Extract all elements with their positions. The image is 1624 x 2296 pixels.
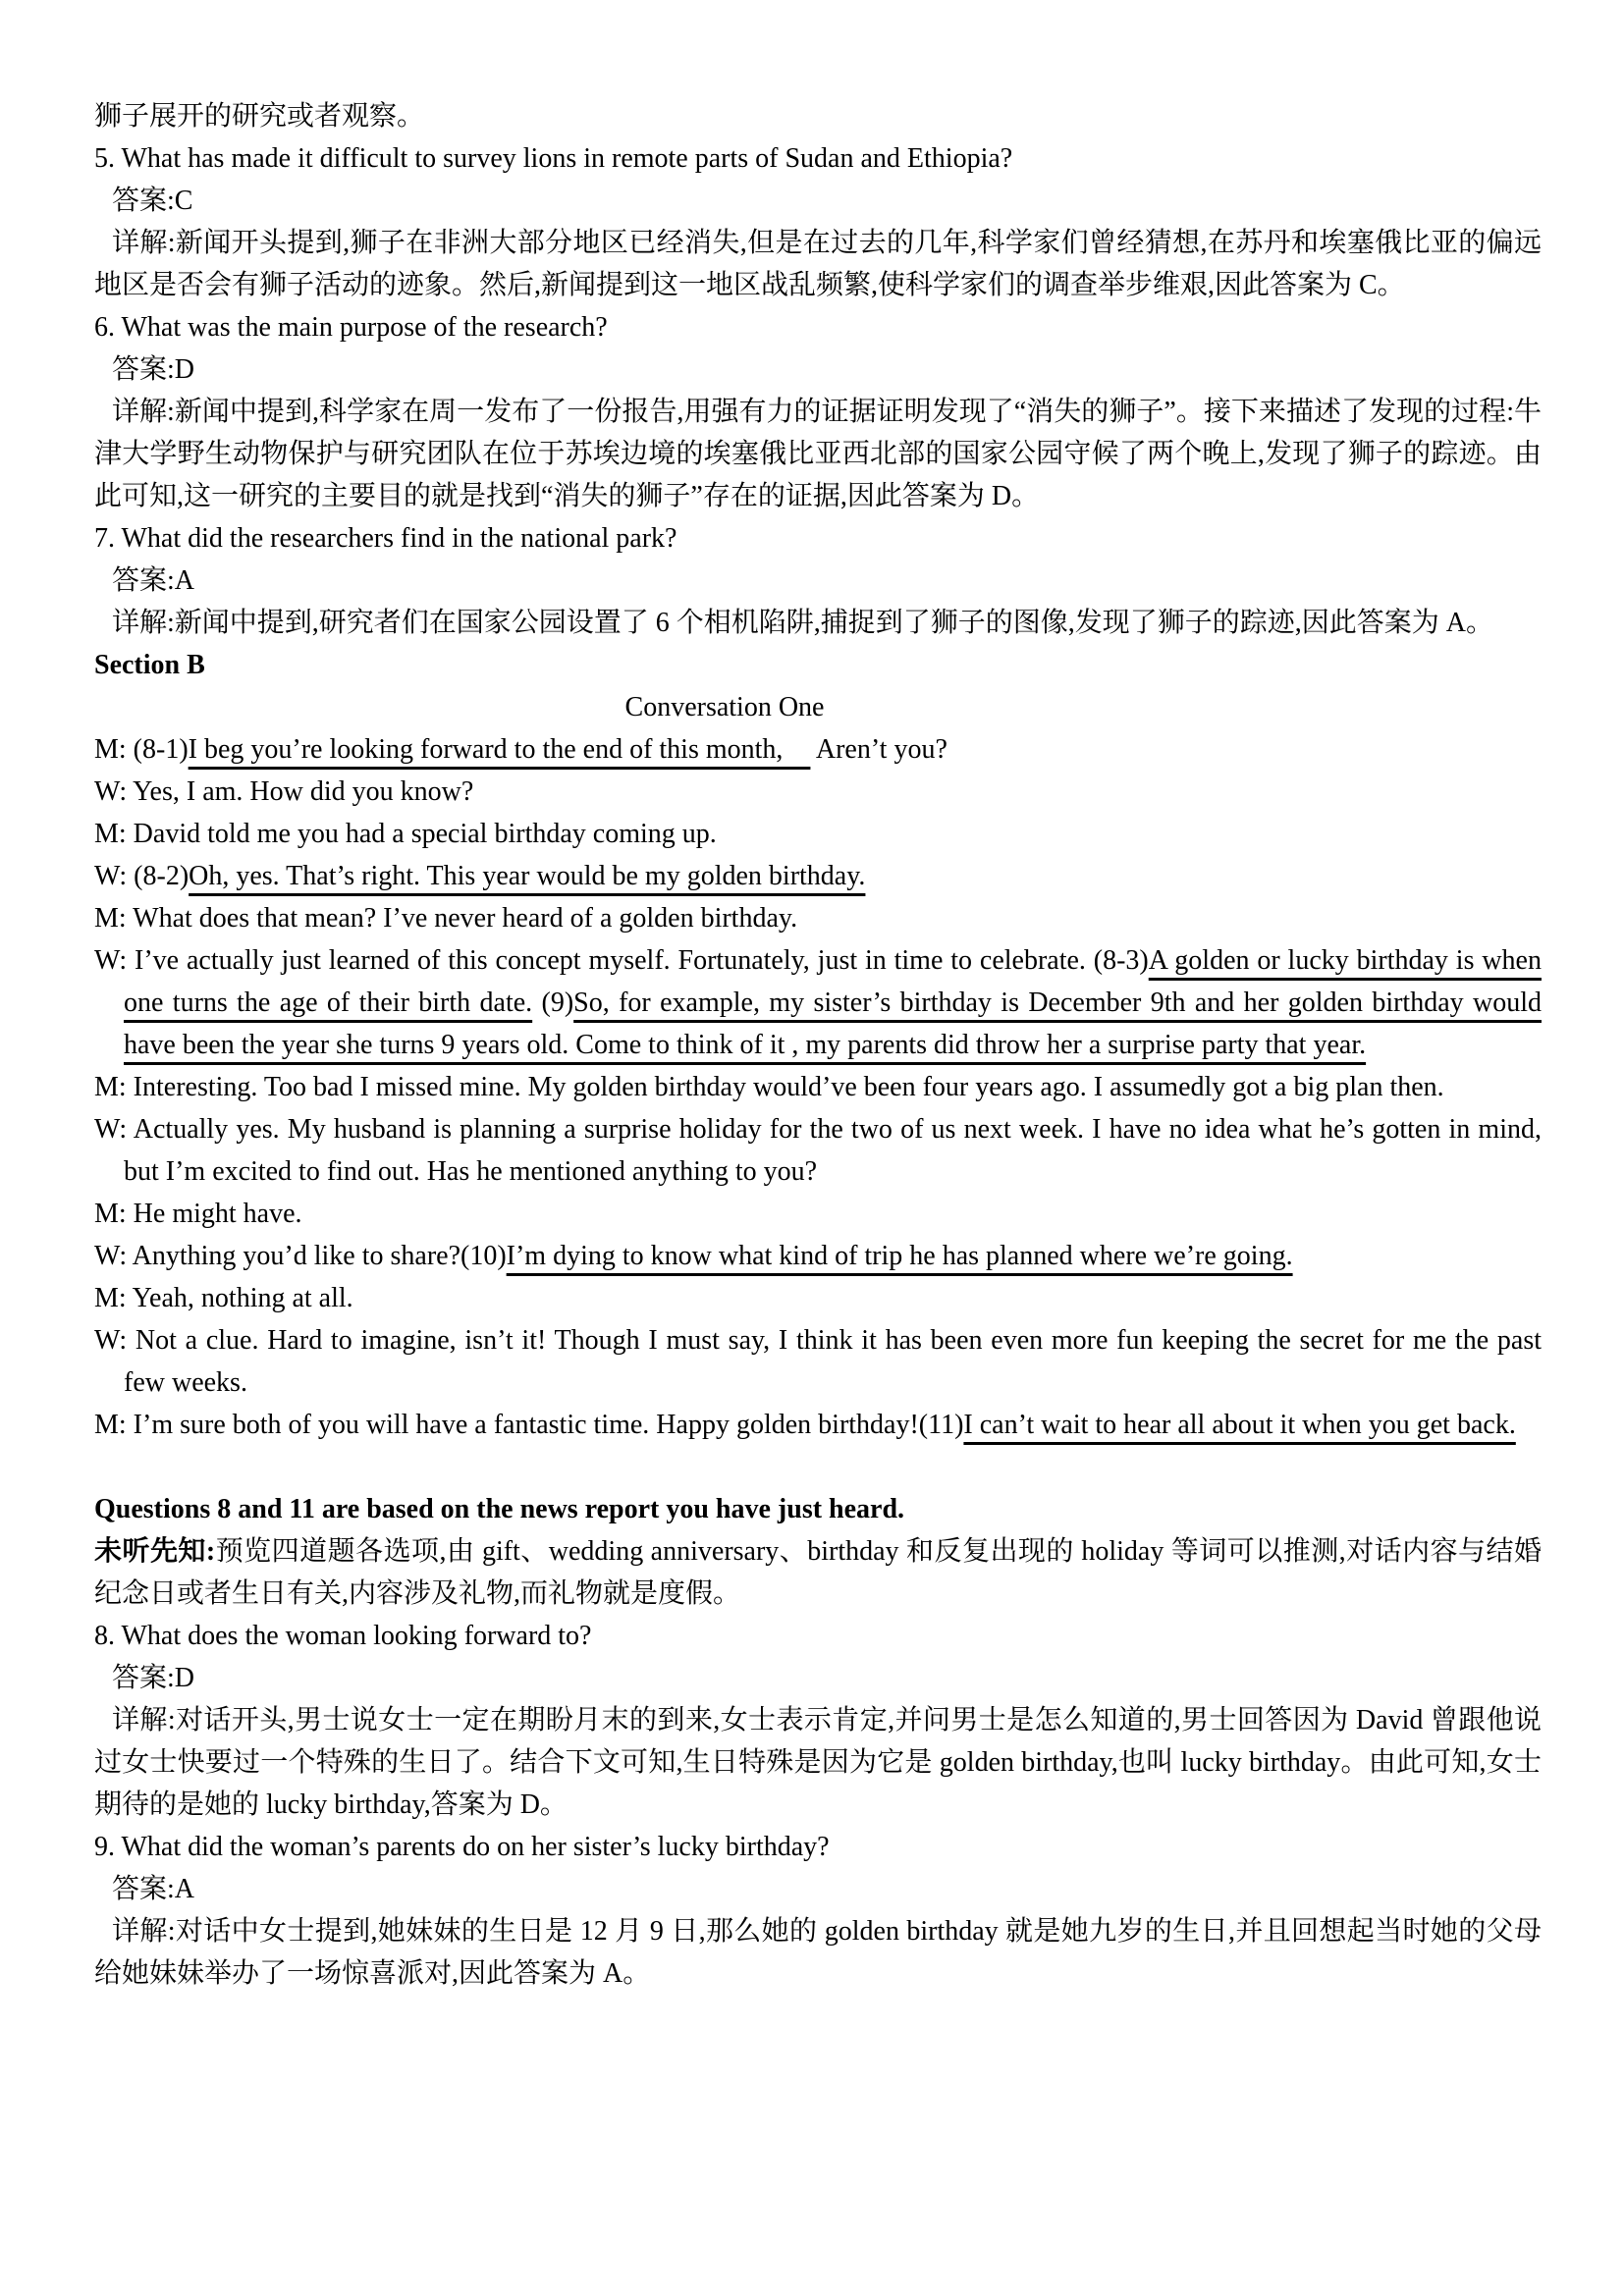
text-run: 5. What has made it difficult to survey lions in remote parts of Sudan and Ethiopia? bbox=[94, 143, 1013, 174]
explanation-8 bbox=[94, 1699, 1542, 1826]
text-run: 8. What does the woman looking forward to? bbox=[94, 1621, 592, 1651]
answer-8 bbox=[94, 1657, 1542, 1699]
dialog-m-3 bbox=[94, 897, 1542, 939]
dialog-m-6 bbox=[94, 1277, 1542, 1319]
dialog-w-3 bbox=[94, 939, 1542, 1066]
text-run: M: What does that mean? I’ve never heard of a golden birthday. bbox=[94, 903, 798, 934]
text-run: 9. What did the woman’s parents do on her sister’s lucky birthday? bbox=[94, 1832, 830, 1862]
text-run: M: David told me you had a special birthday coming up. bbox=[94, 819, 717, 849]
answer-5 bbox=[94, 180, 1542, 222]
explanation-7 bbox=[94, 602, 1542, 644]
text-run: W: Not a clue. Hard to imagine, isn’t it! Though I must say, I think it has been even more fun keeping the secret for me the past few weeks. bbox=[94, 1325, 1542, 1398]
underlined-text-run: I’m dying to know what kind of trip he has planned where we’re going. bbox=[506, 1241, 1293, 1271]
text-run: 答案:C bbox=[112, 186, 193, 216]
dialog-w-5 bbox=[94, 1235, 1542, 1277]
conversation-one-heading bbox=[94, 686, 1355, 728]
dialog-w-4 bbox=[94, 1108, 1542, 1193]
text-run: Conversation One bbox=[624, 692, 825, 722]
text-run: M: (8-1) bbox=[94, 734, 189, 765]
text-run: 详解:新闻中提到,研究者们在国家公园设置了 6 个相机陷阱,捕捉到了狮子的图像,发现了狮子的踪迹,因此答案为 A。 bbox=[112, 608, 1494, 638]
dialog-m-4 bbox=[94, 1066, 1542, 1108]
questions-8-11-note bbox=[94, 1488, 1542, 1530]
answer-7 bbox=[94, 560, 1542, 602]
text-run: 详解:新闻中提到,科学家在周一发布了一份报告,用强有力的证据证明发现了“消失的狮子”。接下来描述了发现的过程:牛津大学野生动物保护与研究团队在位于苏埃边境的埃塞俄比亚西北部的国家公园守候了两个晚上,发现了狮子的踪迹。由此可知,这一研究的主要目的就是找到“消失的狮子”存在的证据,因此答案为 D。 bbox=[94, 397, 1542, 511]
dialog-m-1 bbox=[94, 728, 1542, 771]
dialog-w-1 bbox=[94, 771, 1542, 813]
bold-text-run: Section B bbox=[94, 650, 205, 680]
bold-text-run: 未听先知: bbox=[94, 1536, 216, 1567]
answer-6 bbox=[94, 348, 1542, 391]
text-run: 狮子展开的研究或者观察。 bbox=[94, 101, 425, 132]
blank-line bbox=[94, 1446, 1542, 1488]
explanation-9 bbox=[94, 1910, 1542, 1995]
text-run: 预览四道题各选项,由 gift、wedding anniversary、birthday 和反复出现的 holiday 等词可以推测,对话内容与结婚纪念日或者生日有关,内容涉及礼物,而礼物就是度假。 bbox=[94, 1536, 1543, 1609]
pre-listening-tip bbox=[94, 1530, 1542, 1615]
text-run: W: Anything you’d like to share?(10) bbox=[94, 1241, 507, 1271]
text-run: M: Interesting. Too bad I missed mine. My golden birthday would’ve been four years ago. I assumedly got a big plan then. bbox=[94, 1072, 1444, 1102]
text-run: W: (8-2) bbox=[94, 861, 189, 891]
question-8 bbox=[94, 1615, 1542, 1657]
question-9 bbox=[94, 1826, 1542, 1868]
question-6 bbox=[94, 306, 1542, 348]
text-run: Aren’t you? bbox=[810, 734, 947, 765]
text-run: 答案:A bbox=[112, 565, 195, 596]
underlined-text-run: A golden or lucky birthday is when one turns the age of their birth date. bbox=[124, 945, 1542, 1018]
text-run: 详解:新闻开头提到,狮子在非洲大部分地区已经消失,但是在过去的几年,科学家们曾经猜想,在苏丹和埃塞俄比亚的偏远地区是否会有狮子活动的迹象。然后,新闻提到这一地区战乱频繁,使科学家们的调查举步维艰,因此答案为 C。 bbox=[94, 228, 1542, 300]
para-previous-continuation bbox=[94, 95, 1542, 137]
dialog-m-2 bbox=[94, 813, 1542, 855]
question-5 bbox=[94, 137, 1542, 180]
dialog-w-2 bbox=[94, 855, 1542, 897]
text-run: 6. What was the main purpose of the research? bbox=[94, 312, 608, 343]
text-run: (9) bbox=[532, 988, 574, 1018]
underlined-text-run: So, for example, my sister’s birthday is December 9th and her golden birthday would have been the year she turns 9 years old. Come to think of it , my parents did throw her a surprise party that year. bbox=[124, 988, 1542, 1060]
question-7 bbox=[94, 517, 1542, 560]
text-run: M: I’m sure both of you will have a fantastic time. Happy golden birthday!(11) bbox=[94, 1410, 964, 1440]
text-run: 7. What did the researchers find in the national park? bbox=[94, 523, 677, 554]
text-run: 答案:A bbox=[112, 1874, 195, 1904]
section-b-heading bbox=[94, 644, 1542, 686]
text-run: 答案:D bbox=[112, 1663, 195, 1693]
underlined-text-run: Oh, yes. That’s right. This year would be my golden birthday. bbox=[189, 861, 866, 891]
dialog-m-5 bbox=[94, 1193, 1542, 1235]
explanation-6 bbox=[94, 391, 1542, 517]
dialog-w-6 bbox=[94, 1319, 1542, 1404]
underlined-text-run: I can’t wait to hear all about it when you get back. bbox=[963, 1410, 1516, 1440]
text-run: 详解:对话中女士提到,她妹妹的生日是 12 月 9 日,那么她的 golden birthday 就是她九岁的生日,并且回想起当时她的父母给她妹妹举办了一场惊喜派对,因此答案为 A。 bbox=[94, 1916, 1542, 1989]
underlined-text-run: I beg you’re looking forward to the end of this month, bbox=[188, 734, 811, 765]
answer-9 bbox=[94, 1868, 1542, 1910]
explanation-5 bbox=[94, 222, 1542, 306]
text-run: M: Yeah, nothing at all. bbox=[94, 1283, 353, 1313]
text-run: W: Yes, I am. How did you know? bbox=[94, 776, 474, 807]
text-run: W: I’ve actually just learned of this concept myself. Fortunately, just in time to celebrate. (8-3) bbox=[94, 945, 1149, 976]
bold-text-run: Questions 8 and 11 are based on the news report you have just heard. bbox=[94, 1494, 905, 1524]
dialog-m-7 bbox=[94, 1404, 1542, 1446]
text-run: W: Actually yes. My husband is planning a surprise holiday for the two of us next week. I have no idea what he’s gotten in mind, but I’m excited to find out. Has he mentioned anything to you? bbox=[94, 1114, 1542, 1187]
document-body bbox=[94, 95, 1542, 1995]
text-run: 答案:D bbox=[112, 354, 195, 385]
text-run: M: He might have. bbox=[94, 1199, 302, 1229]
text-run: 详解:对话开头,男士说女士一定在期盼月末的到来,女士表示肯定,并问男士是怎么知道的,男士回答因为 David 曾跟他说过女士快要过一个特殊的生日了。结合下文可知,生日特殊是因为它是 golden birthday,也叫 lucky birthday。由此可知,女士期待的是她的 lucky birthday,答案为 D。 bbox=[94, 1705, 1542, 1820]
